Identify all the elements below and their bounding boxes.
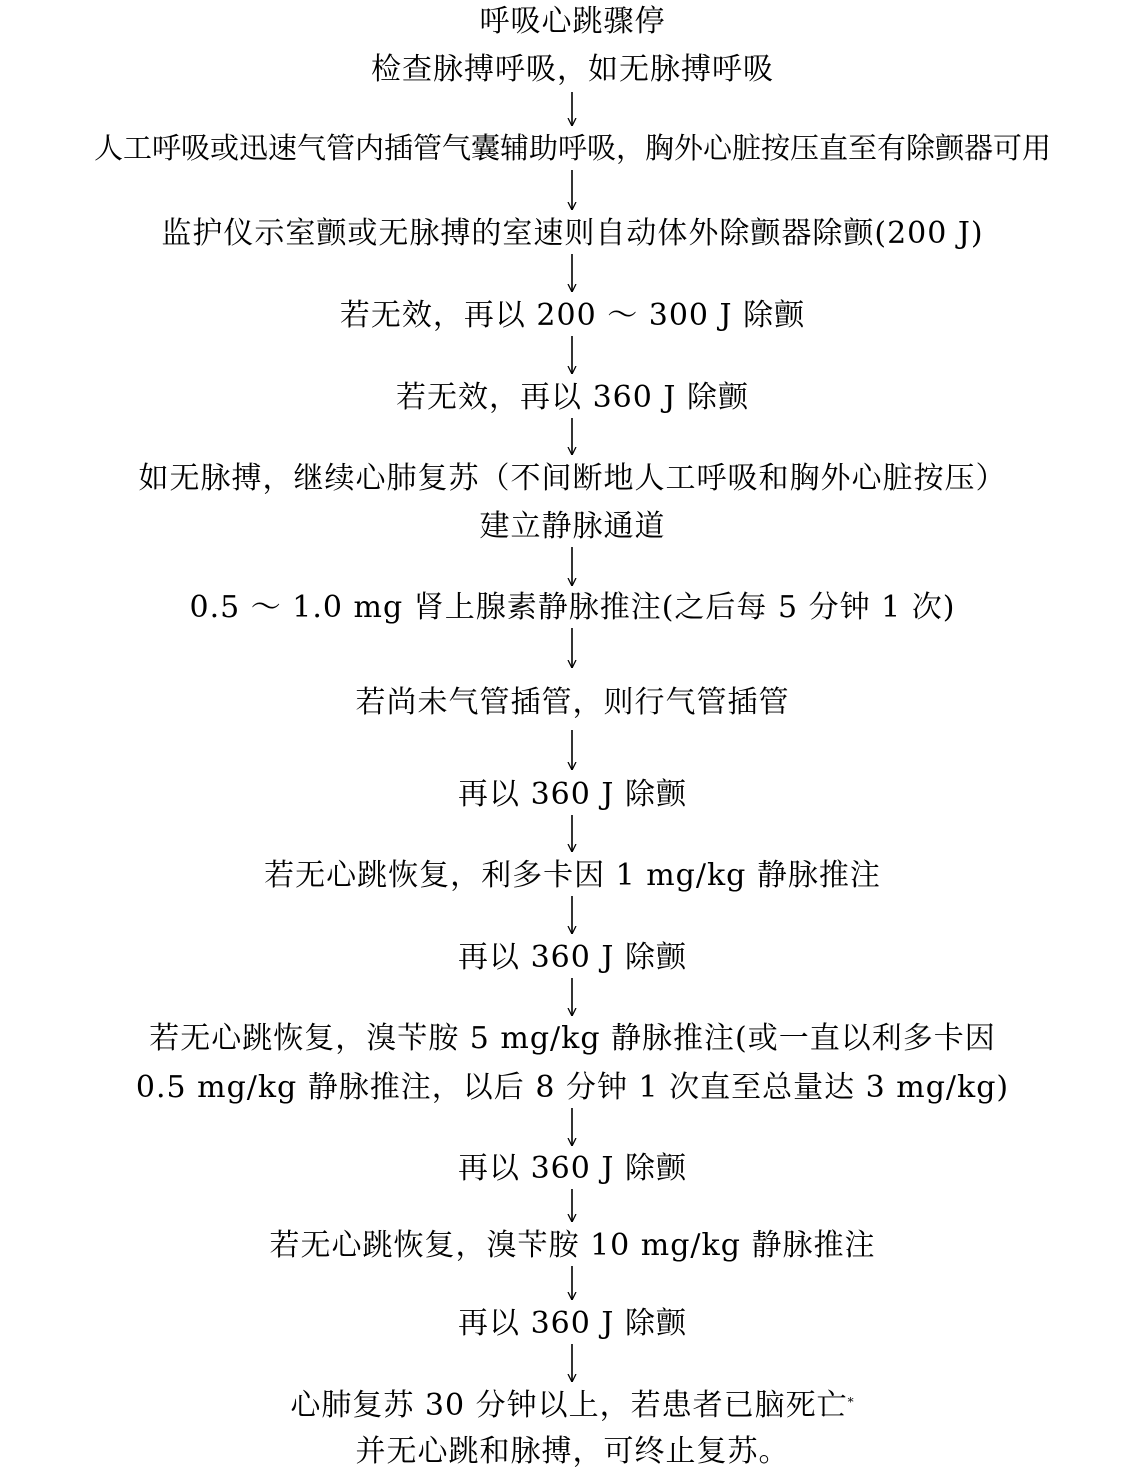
step-cardiac-arrest: 呼吸心跳骤停 [479, 4, 666, 39]
step-lidocaine: 若无心跳恢复，利多卡因 1 mg/kg 静脉推注 [264, 858, 881, 893]
step-bretylium-5-cont: 0.5 mg/kg 静脉推注，以后 8 分钟 1 次直至总量达 3 mg/kg) [135, 1070, 1010, 1105]
step-cpr-intubation: 人工呼吸或迅速气管内插管气囊辅助呼吸，胸外心脏按压直至有除颤器可用 [93, 131, 1051, 165]
step-intubation: 若尚未气管插管，则行气管插管 [355, 685, 790, 720]
step-defibrillate-360-c: 再以 360 J 除颤 [458, 1151, 687, 1186]
step-terminate-line2: 并无心跳和脉搏，可终止复苏。 [355, 1434, 790, 1469]
step-iv-access: 建立静脉通道 [479, 509, 666, 544]
step-defibrillate-360-d: 再以 360 J 除颤 [458, 1306, 687, 1341]
footnote-mark: * [847, 1395, 855, 1409]
step-defibrillate-360-a: 再以 360 J 除颤 [458, 777, 687, 812]
step-defibrillate-360-b: 再以 360 J 除颤 [458, 940, 687, 975]
step-epinephrine: 0.5 ～ 1.0 mg 肾上腺素静脉推注(之后每 5 分钟 1 次) [189, 590, 956, 625]
step-defibrillate-200-300: 若无效，再以 200 ～ 300 J 除颤 [339, 298, 806, 333]
step-defibrillate-360-first: 若无效，再以 360 J 除颤 [396, 380, 749, 415]
step-terminate-text: 心肺复苏 30 分钟以上，若患者已脑死亡 [290, 1388, 848, 1423]
step-continue-cpr: 如无脉搏，继续心肺复苏（不间断地人工呼吸和胸外心脏按压） [138, 461, 1007, 496]
step-bretylium-5: 若无心跳恢复，溴苄胺 5 mg/kg 静脉推注(或一直以利多卡因 [149, 1021, 996, 1056]
step-bretylium-10: 若无心跳恢复，溴苄胺 10 mg/kg 静脉推注 [269, 1228, 876, 1263]
step-monitor-defibrillate: 监护仪示室颤或无脉搏的室速则自动体外除颤器除颤(200 J) [161, 216, 984, 251]
step-check-pulse: 检查脉搏呼吸，如无脉搏呼吸 [371, 52, 774, 87]
